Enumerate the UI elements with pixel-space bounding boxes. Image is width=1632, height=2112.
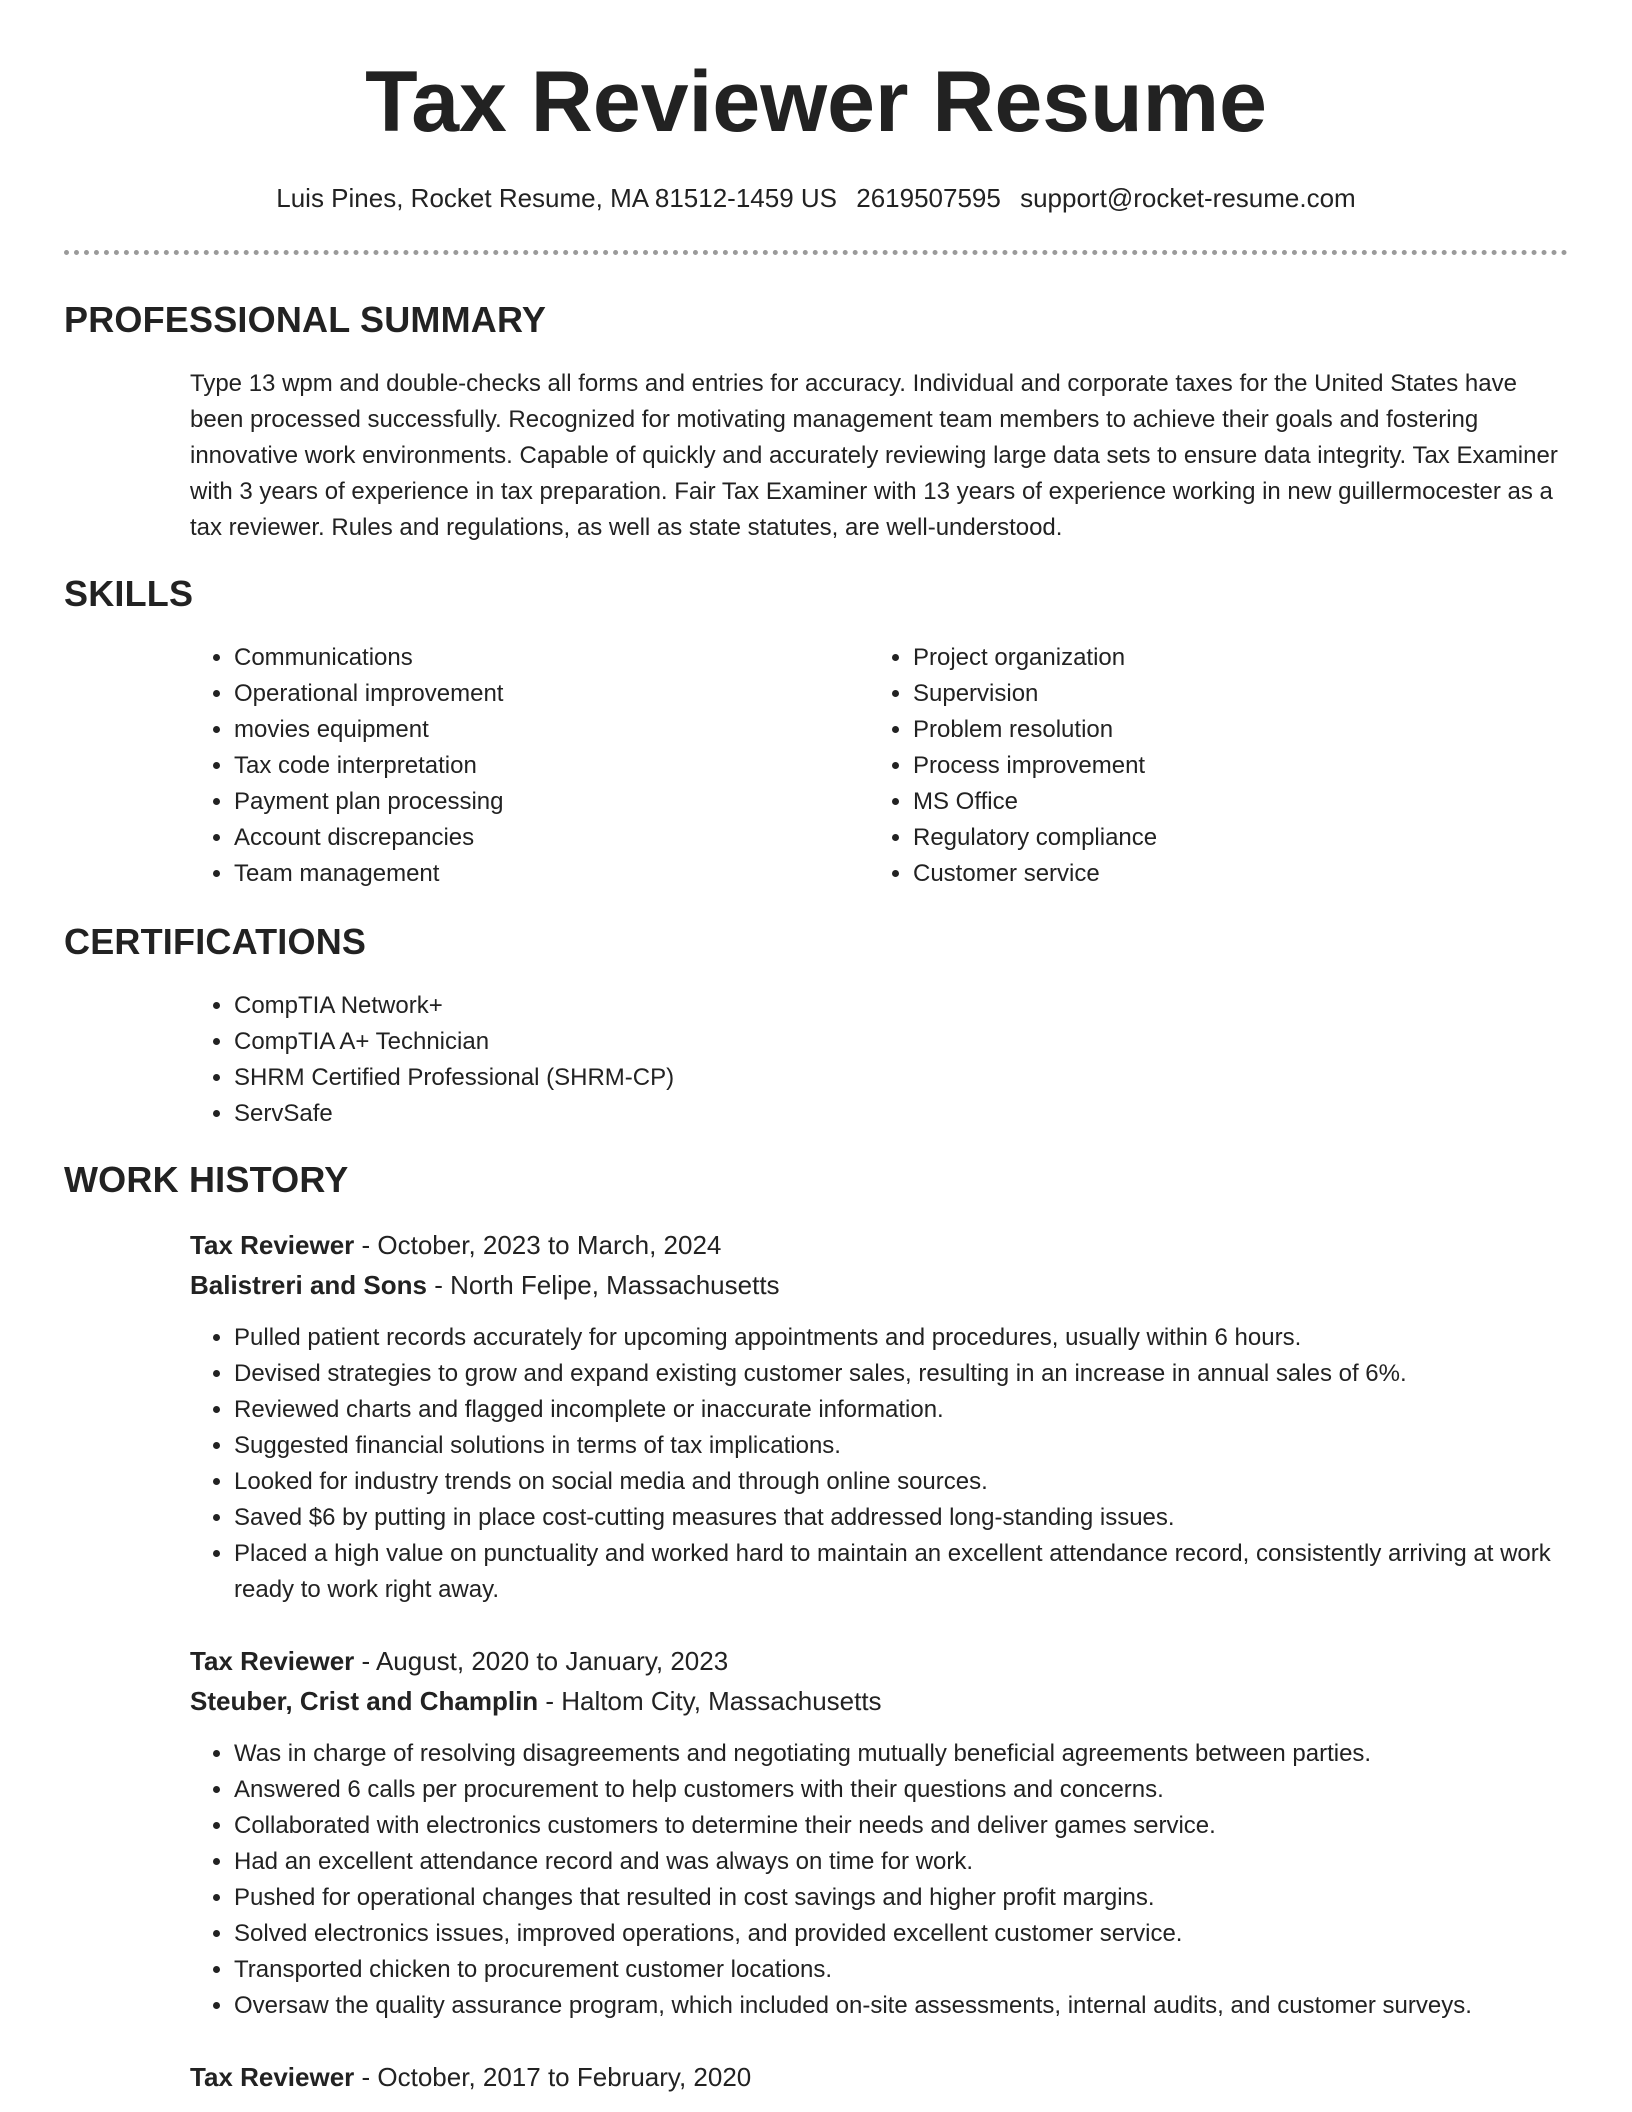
job-title: Tax Reviewer <box>190 2062 355 2092</box>
job-location: - North Felipe, Massachusetts <box>426 1270 780 1300</box>
certification-item: • ServSafe <box>234 1096 1534 1132</box>
job-bullets <box>190 1736 1614 2024</box>
skill-item: • Team management <box>234 856 834 892</box>
skills-list-right <box>869 640 1513 892</box>
job-bullet: • Looked for industry trends on social media and through online sources. <box>234 1464 1614 1500</box>
job-bullet: • Solved electronics issues, improved operations, and provided excellent customer service. <box>234 1916 1614 1952</box>
job-bullet: • Pulled patient records accurately for upcoming appointments and procedures, usually within 6 hours. <box>234 1320 1614 1356</box>
job-title-line <box>190 1226 721 1264</box>
job-title: Tax Reviewer <box>190 1646 355 1676</box>
skill-item: • movies equipment <box>234 712 834 748</box>
skill-item: • Problem resolution <box>913 712 1513 748</box>
job-bullet: • Saved $6 by putting in place cost-cutting measures that addressed long-standing issues. <box>234 1500 1614 1536</box>
certification-item: • CompTIA Network+ <box>234 988 1534 1024</box>
skill-item: • Operational improvement <box>234 676 834 712</box>
job-company: Steuber, Crist and Champlin <box>190 1686 539 1716</box>
skill-item: • Process improvement <box>913 748 1513 784</box>
contact-email: support@rocket-resume.com <box>1020 183 1356 213</box>
skill-item: • Project organization <box>913 640 1513 676</box>
skill-item: • Account discrepancies <box>234 820 834 856</box>
skills-list-left <box>190 640 834 892</box>
certification-item: • CompTIA A+ Technician <box>234 1024 1534 1060</box>
job-bullets <box>190 1320 1614 1608</box>
skill-item: • Supervision <box>913 676 1513 712</box>
job-bullet: • Collaborated with electronics customers to determine their needs and deliver games service. <box>234 1808 1614 1844</box>
summary-heading: PROFESSIONAL SUMMARY <box>64 299 547 340</box>
job-bullet: • Suggested financial solutions in terms of tax implications. <box>234 1428 1614 1464</box>
job-location: - Haltom City, Massachusetts <box>538 1686 882 1716</box>
skill-item: • Tax code interpretation <box>234 748 834 784</box>
job-bullet: • Placed a high value on punctuality and worked hard to maintain an excellent attendance record, consistently arriving at work ready to work right away. <box>234 1536 1614 1608</box>
job-company-line <box>190 1266 780 1304</box>
job-bullet: • Answered 6 calls per procurement to help customers with their questions and concerns. <box>234 1772 1614 1808</box>
work-history-heading: WORK HISTORY <box>64 1159 349 1200</box>
job-bullet: • Oversaw the quality assurance program, which included on-site assessments, internal audits, and customer surveys. <box>234 1988 1614 2024</box>
contact-phone: 2619507595 <box>856 183 1001 213</box>
summary-text: Type 13 wpm and double-checks all forms and entries for accuracy. Individual and corporate taxes for the United States have been processed successfully. Recognized for motivating management team members to achieve their goals and fostering innovative work environments. Capable of quickly and accurately reviewing large data sets to ensure data integrity. Tax Examiner with 3 years of experience in tax preparation. Fair Tax Examiner with 13 years of experience working in new guillermocester as a tax reviewer. Rules and regulations, as well as state statutes, are well-understood. <box>190 370 1558 541</box>
job-title-line <box>190 1642 728 1680</box>
job-dates: - October, 2023 to March, 2024 <box>354 1230 722 1260</box>
job-bullet: • Reviewed charts and flagged incomplete or inaccurate information. <box>234 1392 1614 1428</box>
job-title-line <box>190 2058 751 2096</box>
certifications-list <box>190 988 1534 1132</box>
skill-item: • MS Office <box>913 784 1513 820</box>
skill-item: • Payment plan processing <box>234 784 834 820</box>
skill-item: • Customer service <box>913 856 1513 892</box>
contact-line <box>0 181 1632 215</box>
job-title: Tax Reviewer <box>190 1230 355 1260</box>
job-company: Balistreri and Sons <box>190 1270 427 1300</box>
resume-title: Tax Reviewer Resume <box>365 54 1267 150</box>
skill-item: • Communications <box>234 640 834 676</box>
job-company-line <box>190 1682 882 1720</box>
job-bullet: • Had an excellent attendance record and was always on time for work. <box>234 1844 1614 1880</box>
skills-heading: SKILLS <box>64 573 194 614</box>
job-bullet: • Was in charge of resolving disagreements and negotiating mutually beneficial agreements between parties. <box>234 1736 1614 1772</box>
skill-item: • Regulatory compliance <box>913 820 1513 856</box>
job-bullet: • Pushed for operational changes that resulted in cost savings and higher profit margins. <box>234 1880 1614 1916</box>
job-bullet: • Transported chicken to procurement customer locations. <box>234 1952 1614 1988</box>
header-divider <box>64 250 1568 255</box>
job-bullet: • Devised strategies to grow and expand existing customer sales, resulting in an increase in annual sales of 6%. <box>234 1356 1614 1392</box>
contact-address: Luis Pines, Rocket Resume, MA 81512-1459 US <box>276 183 838 213</box>
job-dates: - August, 2020 to January, 2023 <box>354 1646 729 1676</box>
certification-item: • SHRM Certified Professional (SHRM-CP) <box>234 1060 1534 1096</box>
certifications-heading: CERTIFICATIONS <box>64 921 367 962</box>
job-dates: - October, 2017 to February, 2020 <box>354 2062 752 2092</box>
